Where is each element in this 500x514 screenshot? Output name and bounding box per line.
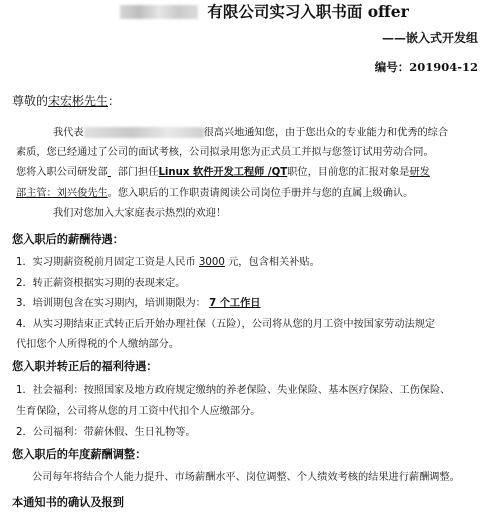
intro-line-5: 我们对您加入大家庭表示热烈的欢迎！	[53, 208, 227, 219]
letter-title-text: 有限公司实习入职书面 offer	[207, 2, 409, 21]
welfare-item-1-line-1: 1．社会福利：按照国家及地方政府规定缴纳的养老保险、失业保险、基本医疗保险、工伤保险、	[16, 385, 451, 396]
salutation-prefix: 尊敬的	[12, 94, 49, 108]
welfare-item-2: 2．公司福利：带薪休假、生日礼物等。	[16, 427, 196, 438]
intro-line-1	[53, 127, 448, 139]
adjust-text: 公司每年将结合个人能力提升、市场薪酬水平、岗位调整、个人绩效考核的结果进行薪酬调整。	[32, 472, 460, 483]
confirm-section-title: 本通知书的确认及报到	[12, 496, 124, 509]
intro-text: 您将入职公司研发部	[16, 167, 108, 178]
redacted-text	[84, 127, 204, 138]
salary-text: 3．培训期包含在实习期内，培训期限为：	[16, 298, 206, 309]
salary-text: 元，包含相关补贴。	[228, 257, 320, 268]
salary-item-4-line-1: 4．从实习期结束正式转正后开始办理社保（五险），公司将从您的月工资中按国家劳动法规定	[16, 319, 436, 330]
salary-item-3	[16, 299, 261, 309]
recipient-name: 宋宏彬先生	[48, 94, 109, 108]
document-number: 编号：201904-12	[374, 60, 478, 74]
intro-line-2: 素质，您已经通过了公司的面试考核，公司拟录用您为正式员工并拟与您签订试用劳动合同。	[16, 147, 434, 158]
salary-item-4-line-2: 代扣您个人所得税的个人缴纳部分。	[16, 339, 179, 350]
salary-item-1	[16, 258, 320, 268]
welfare-item-1-line-2: 生育保险，公司将从您的月工资中代扣个人应缴部分。	[16, 406, 261, 417]
department-label: ——嵌入式开发组	[381, 31, 478, 45]
intro-text: 部门担任	[117, 167, 159, 178]
salutation	[12, 95, 120, 107]
intro-text: 很高兴地通知您，由于您出众的专业能力和优秀的综合	[203, 127, 449, 139]
intro-line-4	[16, 189, 413, 199]
intro-line-3	[16, 168, 430, 178]
letter-title	[120, 4, 409, 28]
supervisor-name: 部主管：刘兴俊先生	[16, 188, 108, 199]
salary-section-title: 您入职后的薪酬待遇：	[12, 233, 124, 246]
salary-text: 1．实习期薪资税前月固定工资是人民币	[16, 257, 196, 268]
intro-text: 职位，目前您的汇报对象是	[287, 167, 410, 178]
intro-text: 。您入职后的工作职责请阅读公司岗位手册并与您的直属上级确认。	[107, 188, 414, 199]
intro-text: 我代表	[53, 127, 84, 139]
salutation-suffix: ：	[108, 94, 121, 108]
job-title: Linux 软件开发工程师 /QT	[158, 167, 288, 178]
blank-underline	[108, 168, 118, 178]
salary-amount: 3000	[198, 257, 225, 268]
redacted-company-name	[120, 5, 198, 19]
adjust-section-title: 您入职后的年度薪酬调整：	[12, 448, 147, 461]
salary-item-2: 2．转正薪资根据实习期的表现来定。	[16, 278, 186, 289]
report-to-dept: 研发	[409, 167, 430, 178]
welfare-section-title: 您入职并转正后的福利待遇：	[12, 360, 158, 373]
training-period: 7 个工作日	[209, 298, 261, 309]
